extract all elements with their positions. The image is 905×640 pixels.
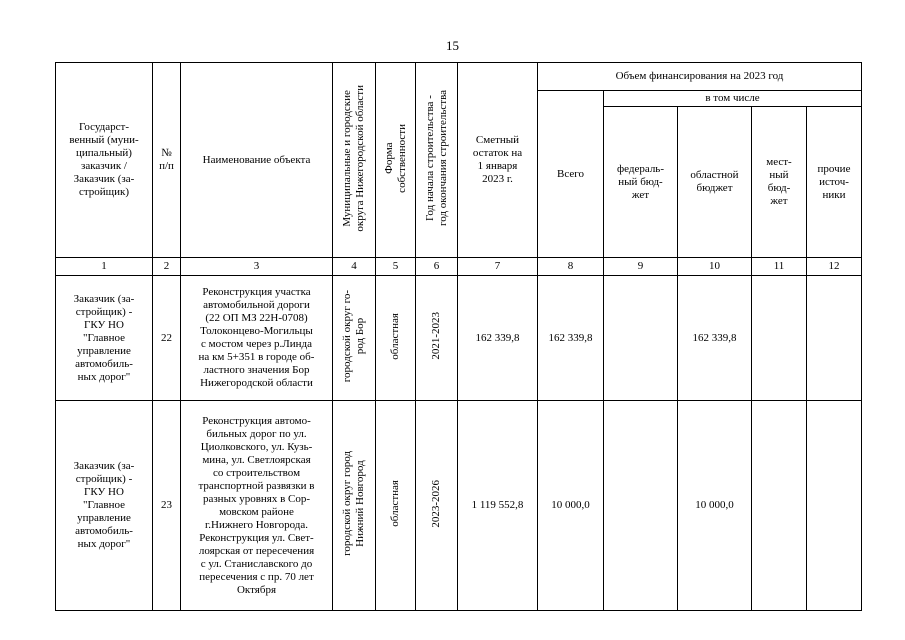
column-number: 7 (458, 258, 538, 276)
header-ownership: Форма собственности (376, 63, 416, 258)
column-number-row (56, 258, 862, 276)
row-num: 23 (153, 401, 181, 611)
column-number: 2 (153, 258, 181, 276)
header-municipality: Муниципальные и городские округа Нижегородской области (333, 63, 376, 258)
table-row (56, 276, 862, 401)
row-federal (604, 401, 678, 611)
header-estimated-balance: Сметный остаток на 1 января 2023 г. (458, 63, 538, 258)
column-number: 5 (376, 258, 416, 276)
header-local: мест- ный бюд- жет (752, 107, 807, 258)
header-customer: Государст- венный (муни- ципальный) заказчик / Заказчик (за- стройщик) (56, 63, 153, 258)
row-regional: 162 339,8 (678, 276, 752, 401)
row-other (807, 401, 862, 611)
row-years: 2021-2023 (416, 276, 458, 401)
column-number: 1 (56, 258, 153, 276)
row-estimated-balance: 1 119 552,8 (458, 401, 538, 611)
row-object-name: Реконструкция участка автомобильной дороги (22 ОП МЗ 22Н-0708) Толоконцево-Могильцы с мостом через р.Линда на км 5+351 в городе об- ластного значения Бор Нижегородской области (181, 276, 333, 401)
header-other: прочие источ- ники (807, 107, 862, 258)
row-municipality: городской округ город Нижний Новгород (333, 401, 376, 611)
row-ownership: областная (376, 276, 416, 401)
column-number: 12 (807, 258, 862, 276)
row-total: 162 339,8 (538, 276, 604, 401)
header-federal: федераль- ный бюд- жет (604, 107, 678, 258)
column-number: 10 (678, 258, 752, 276)
row-local (752, 276, 807, 401)
column-number: 6 (416, 258, 458, 276)
header-years: Год начала строительства - год окончания строительства (416, 63, 458, 258)
header-num: № п/п (153, 63, 181, 258)
row-ownership: областная (376, 401, 416, 611)
row-total: 10 000,0 (538, 401, 604, 611)
column-number: 9 (604, 258, 678, 276)
header-total: Всего (538, 91, 604, 258)
row-years: 2023-2026 (416, 401, 458, 611)
table-row (56, 401, 862, 611)
row-municipality: городской округ го- род Бор (333, 276, 376, 401)
page-number: 15 (446, 38, 459, 53)
column-number: 11 (752, 258, 807, 276)
header-regional: областной бюджет (678, 107, 752, 258)
column-number: 8 (538, 258, 604, 276)
row-local (752, 401, 807, 611)
row-object-name: Реконструкция автомо- бильных дорог по ул. Циолковского, ул. Кузь- мина, ул. Светлоярская со строительством транспортной развязки в разных уровнях в Сор- мовском районе г.Нижнего Новгорода. Реконструкция ул. Свет- лоярская от пересечения с ул. Станиславского до пересечения с пр. 70 лет Октября (181, 401, 333, 611)
financing-table (55, 62, 862, 611)
row-federal (604, 276, 678, 401)
row-estimated-balance: 162 339,8 (458, 276, 538, 401)
row-other (807, 276, 862, 401)
column-number: 4 (333, 258, 376, 276)
row-regional: 10 000,0 (678, 401, 752, 611)
row-customer: Заказчик (за- стройщик) - ГКУ НО "Главное управление автомобиль- ных дорог" (56, 401, 153, 611)
header-including: в том числе (604, 91, 862, 107)
row-num: 22 (153, 276, 181, 401)
header-object-name: Наименование объекта (181, 63, 333, 258)
row-customer: Заказчик (за- стройщик) - ГКУ НО "Главное управление автомобиль- ных дорог" (56, 276, 153, 401)
header-funding-2023: Объем финансирования на 2023 год (538, 63, 862, 91)
column-number: 3 (181, 258, 333, 276)
